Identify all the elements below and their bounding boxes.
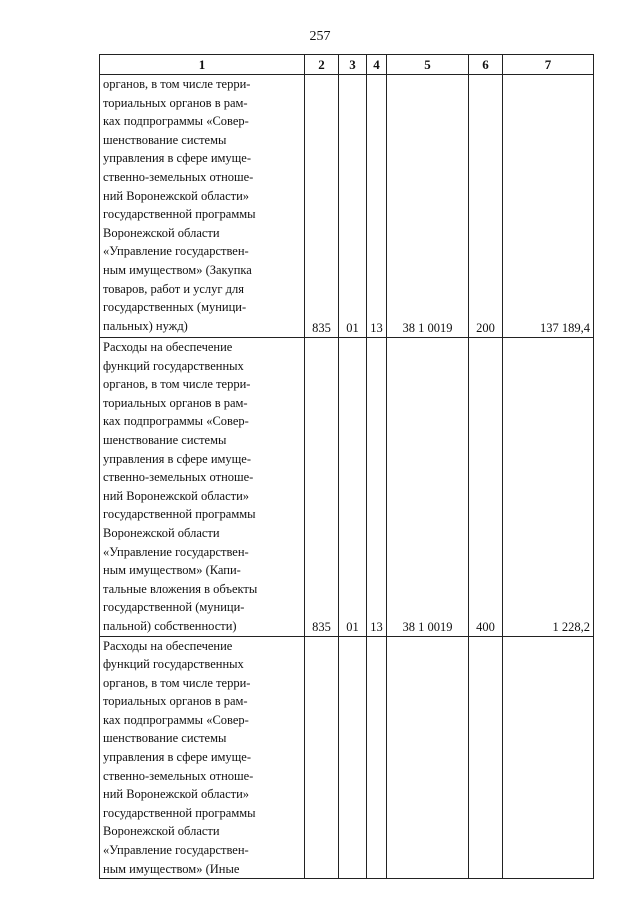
- header-row: [100, 55, 594, 75]
- cell-col3: 01: [339, 338, 367, 637]
- cell-col4: [367, 636, 387, 879]
- description-line: государственных (муници-: [103, 300, 247, 315]
- description-line: государственной (муници-: [103, 600, 245, 615]
- cell-col6: [469, 636, 503, 879]
- cell-col3: 01: [339, 75, 367, 338]
- cell-col5: [387, 636, 469, 879]
- budget-table: [99, 54, 594, 879]
- description-line: функций государственных: [103, 358, 244, 373]
- description-line: государственной программы: [103, 207, 256, 222]
- table-row: [100, 75, 594, 338]
- cell-col7: 1 228,2: [503, 338, 594, 637]
- description-line: ний Воронежской области»: [103, 188, 250, 203]
- description-line: ториальных органов в рам-: [103, 694, 248, 709]
- description-line: органов, в том числе терри-: [103, 377, 251, 392]
- header-col-7: 7: [503, 55, 594, 75]
- cell-col2: 835: [305, 75, 339, 338]
- description-line: ственно-земельных отноше-: [103, 768, 254, 783]
- row-description: [100, 636, 305, 879]
- description-line: ным имуществом» (Капи-: [103, 563, 241, 578]
- description-line: «Управление государствен-: [103, 544, 249, 559]
- header-col-5: 5: [387, 55, 469, 75]
- description-line: управления в сфере имуще-: [103, 451, 251, 466]
- description-line: ний Воронежской области»: [103, 488, 250, 503]
- header-col-1: 1: [100, 55, 305, 75]
- description-line: органов, в том числе терри-: [103, 675, 251, 690]
- description-line: управления в сфере имуще-: [103, 151, 251, 166]
- description-line: «Управление государствен-: [103, 244, 249, 259]
- header-col-4: 4: [367, 55, 387, 75]
- description-line: ках подпрограммы «Совер-: [103, 414, 249, 429]
- description-line: органов, в том числе терри-: [103, 77, 251, 91]
- row-description: [100, 338, 305, 637]
- description-line: тальные вложения в объекты: [103, 581, 258, 596]
- cell-col5: 38 1 0019: [387, 338, 469, 637]
- header-col-3: 3: [339, 55, 367, 75]
- cell-col3: [339, 636, 367, 879]
- page-number: 257: [309, 29, 331, 44]
- description-line: функций государственных: [103, 657, 244, 672]
- description-line: пальной) собственности): [103, 618, 237, 633]
- cell-col6: 400: [469, 338, 503, 637]
- description-line: пальных) нужд): [103, 318, 188, 333]
- row-description: [100, 75, 305, 338]
- description-line: ственно-земельных отноше-: [103, 470, 254, 485]
- description-line: Расходы на обеспечение: [103, 638, 233, 653]
- description-line: ний Воронежской области»: [103, 787, 250, 802]
- description-line: ным имуществом» (Иные: [103, 861, 240, 876]
- cell-col7: 137 189,4: [503, 75, 594, 338]
- description-line: шенствование системы: [103, 432, 227, 447]
- cell-col4: 13: [367, 338, 387, 637]
- header-col-2: 2: [305, 55, 339, 75]
- cell-col5: 38 1 0019: [387, 75, 469, 338]
- cell-col2: [305, 636, 339, 879]
- description-line: шенствование системы: [103, 731, 227, 746]
- description-line: государственной программы: [103, 507, 256, 522]
- cell-col7: [503, 636, 594, 879]
- description-line: Воронежской области: [103, 525, 220, 540]
- description-line: ториальных органов в рам-: [103, 395, 248, 410]
- description-line: Воронежской области: [103, 225, 220, 240]
- description-line: Воронежской области: [103, 824, 220, 839]
- cell-col6: 200: [469, 75, 503, 338]
- table-row: [100, 636, 594, 879]
- description-line: ториальных органов в рам-: [103, 95, 248, 110]
- description-line: ным имуществом» (Закупка: [103, 262, 252, 277]
- description-line: Расходы на обеспечение: [103, 340, 233, 354]
- description-line: ственно-земельных отноше-: [103, 169, 254, 184]
- header-col-6: 6: [469, 55, 503, 75]
- table-row: [100, 338, 594, 637]
- description-line: государственной программы: [103, 805, 256, 820]
- cell-col4: 13: [367, 75, 387, 338]
- description-line: ках подпрограммы «Совер-: [103, 114, 249, 129]
- description-line: ках подпрограммы «Совер-: [103, 712, 249, 727]
- description-line: «Управление государствен-: [103, 843, 249, 858]
- description-line: управления в сфере имуще-: [103, 750, 251, 765]
- description-line: шенствование системы: [103, 132, 227, 147]
- cell-col2: 835: [305, 338, 339, 637]
- description-line: товаров, работ и услуг для: [103, 281, 245, 296]
